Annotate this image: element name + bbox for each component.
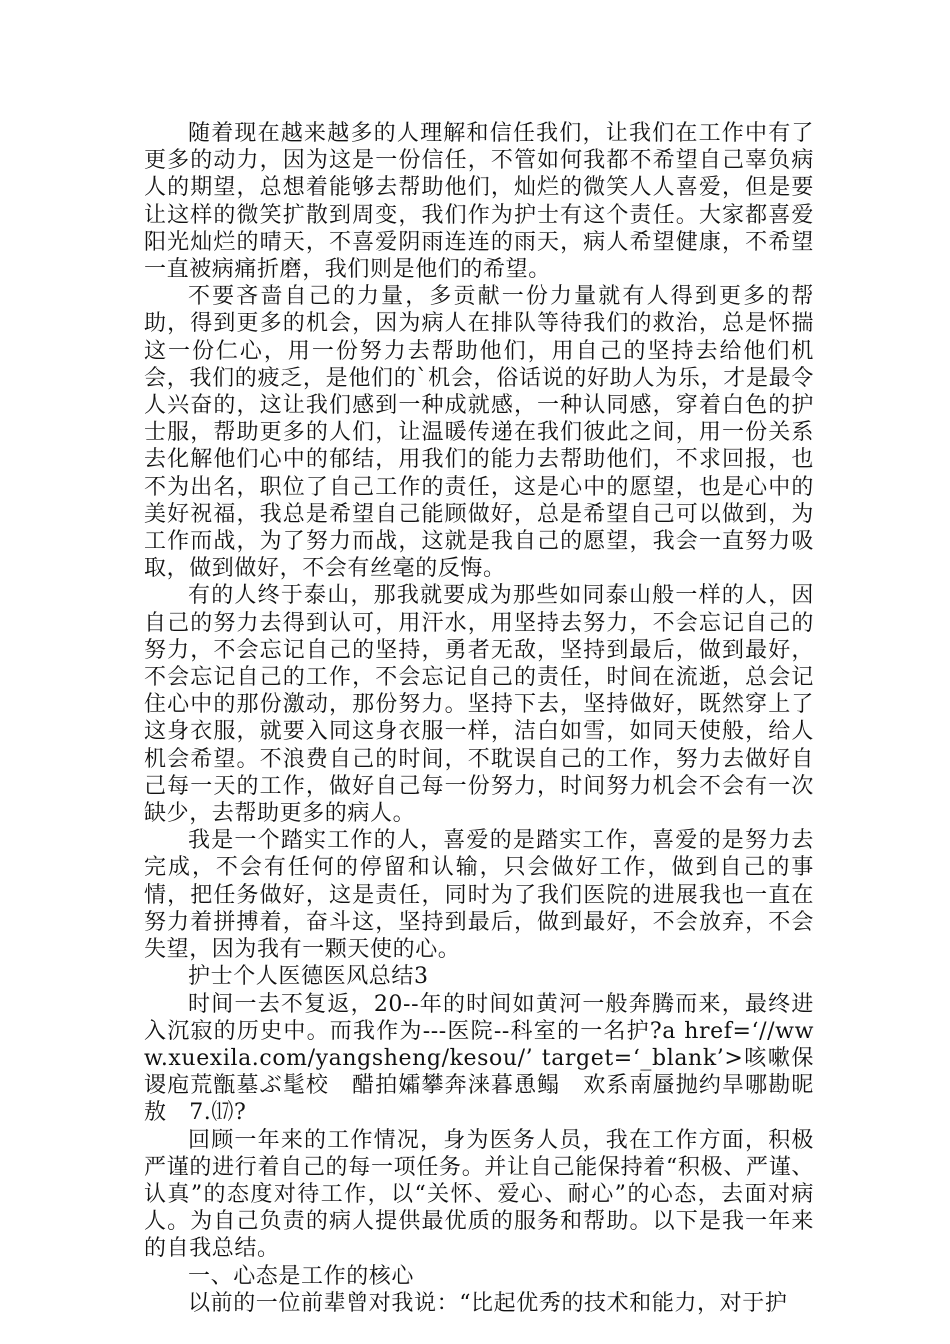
paragraph-1: 随着现在越来越多的人理解和信任我们，让我们在工作中有了更多的动力，因为这是一份信任，不管如何我都不希望自己辜负病人的期望，总想着能够去帮助他们，灿烂的微笑人人喜爱，但是要让这样的微笑扩散到周变，我们作为护士有这个责任。大家都喜爱阳光灿烂的晴天，不喜爱阴雨连连的雨天，病人希望健康，不希望一直被病痛折磨，我们则是他们的希望。 (144, 121, 814, 283)
paragraph-4: 我是一个踏实工作的人，喜爱的是踏实工作，喜爱的是努力去完成，不会有任何的停留和认输，只会做好工作，做到自己的事情，把任务做好，这是责任，同时为了我们医院的进展我也一直在努力着拼搏着，奋斗这，坚持到最后，做到最好，不会放弃，不会失望，因为我有一颗天使的心。 (144, 828, 814, 963)
paragraph-3: 有的人终于泰山，那我就要成为那些如同泰山般一样的人，因自己的努力去得到认可，用汗水，用坚持去努力，不会忘记自己的努力，不会忘记自己的坚持，勇者无敌，坚持到最后，做到最好，不会忘记自己的工作，不会忘记自己的责任，时间在流逝，总会记住心中的那份激动，那份努力。坚持下去，坚持做好，既然穿上了这身衣服，就要入同这身衣服一样，洁白如雪，如同天使般，给人机会希望。不浪费自己的时间，不耽误自己的工作，努力去做好自己每一天的工作，做好自己每一份努力，时间努力机会不会有一次缺少，去帮助更多的病人。 (144, 583, 814, 827)
paragraph-7: 以前的一位前辈曾对我说：“比起优秀的技术和能力，对于护 (188, 1290, 788, 1316)
section-heading: 护士个人医德医风总结3 (188, 964, 429, 990)
paragraph-5: 时间一去不复返，20--年的时间如黄河一般奔腾而来，最终进入沉寂的历史中。而我作为---医院--科室的一名护?a href=‘//www.xuexila.com/yangsheng/kesou/’ target=‘_blank’>咳嗽保 谡庖荒甑墓ぶ髦校 醋拍孀攀奔涞暮恿鳎 欢系南蜃抛约旱哪勘昵敖 7.⒄? (144, 991, 837, 1126)
document-body (144, 120, 837, 1317)
paragraph-6: 回顾一年来的工作情况，身为医务人员，我在工作方面，积极严谨的进行着自己的每一项任务。并让自己能保持着“积极、严谨、认真”的态度对待工作，以“关怀、爱心、耐心”的心态，去面对病人。为自己负责的病人提供最优质的服务和帮助。以下是我一年来的自我总结。 (144, 1127, 814, 1262)
subheading-mindset: 一、心态是工作的核心 (188, 1263, 415, 1289)
paragraph-2: 不要吝啬自己的力量，多贡献一份力量就有人得到更多的帮助，得到更多的机会，因为病人在排队等待我们的救治，总是怀揣这一份仁心，用一份努力去帮助他们，用自己的坚持去给他们机会，我们的疲乏，是他们的`机会，俗话说的好助人为乐，才是最令人兴奋的，这让我们感到一种成就感，一种认同感，穿着白色的护士服，帮助更多的人们，让温暖传递在我们彼此之间，用一份关系去化解他们心中的郁结，用我们的能力去帮助他们，不求回报，也不为出名，职位了自己工作的责任，这是心中的愿望，也是心中的美好祝福，我总是希望自己能顾做好，总是希望自己可以做到，为工作而战，为了努力而战，这就是我自己的愿望，我会一直努力吸取，做到做好，不会有丝毫的反悔。 (144, 284, 814, 582)
